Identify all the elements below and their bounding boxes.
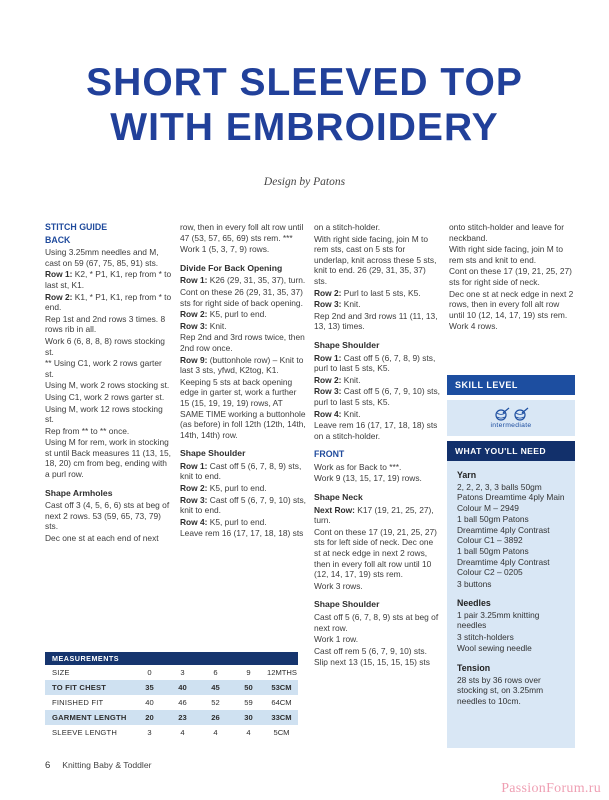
sidebar-line: 1 ball 50gm Patons Dreamtime 4ply Contrast Colour C2 – 0205 (457, 546, 550, 578)
yarn-ball-icon (494, 407, 510, 421)
pattern-paragraph: Cast off 5 (6, 7, 8, 9) sts at beg of next row. (314, 612, 439, 633)
pattern-paragraph: Work as for Back to ***. (314, 461, 402, 472)
sub-heading: Shape Shoulder (180, 448, 246, 459)
pattern-paragraph: Leave rem 16 (17, 17, 18, 18) sts on a stitch-holder. (314, 420, 438, 441)
measurement-value: 3 (180, 668, 185, 677)
row-label: Row 2: (180, 309, 210, 320)
sidebar-line: Wool sewing needle (457, 643, 532, 654)
pattern-paragraph: Row 2: K5, purl to end. (180, 483, 267, 494)
sub-heading: Shape Shoulder (314, 599, 380, 610)
skill-level-icons (494, 407, 529, 421)
row-label: Row 2: (45, 291, 75, 302)
pattern-paragraph: Row 3: Cast off 5 (6, 7, 9, 10) sts, knit to end. (180, 494, 306, 516)
measurement-label: TO FIT CHEST (52, 683, 107, 692)
measurement-value: 4 (246, 728, 251, 737)
sub-heading: Shape Shoulder (314, 339, 380, 350)
pattern-paragraph: Next Row: K17 (19, 21, 25, 27), turn. (314, 504, 434, 526)
pattern-paragraph: Work 9 (13, 15, 17, 19) rows. (314, 473, 422, 484)
pattern-paragraph: Using M, work 2 rows stocking st. (45, 380, 170, 391)
measurement-value: 45 (211, 683, 220, 692)
measurements-row (45, 680, 298, 695)
measurement-label: SIZE (52, 668, 70, 677)
pattern-paragraph: Keeping 5 sts at back opening edge in garter st, work a further 15 (15, 19, 19, 19) rows, AT SAME TIME working a buttonhole (as before) in foll 12th (12th, 14th, 14th, 14th) row. (180, 376, 306, 440)
byline: Design by Patons (263, 176, 346, 188)
skill-level-value: intermediate (490, 422, 532, 429)
pattern-paragraph: With right side facing, join M to rem sts and knit to end. (449, 244, 564, 265)
pattern-paragraph: Using C1, work 2 rows garter st. (45, 391, 165, 402)
sidebar-line: 1 ball 50gm Patons Dreamtime 4ply Contrast Colour C1 – 3892 (457, 514, 550, 546)
section-heading: FRONT (314, 449, 345, 460)
pattern-paragraph: Row 1: Cast off 5 (6, 7, 8, 9) sts, knit to end. (180, 460, 302, 482)
row-label: Row 2: (314, 287, 344, 298)
row-label: Row 1: (180, 460, 210, 471)
sidebar (447, 375, 575, 748)
measurement-value: 4 (180, 728, 185, 737)
pattern-paragraph: Using 3.25mm needles and M, cast on 59 (67, 75, 85, 91) sts. (45, 247, 159, 268)
pattern-paragraph: With right side facing, join M to rem sts, cast on 5 sts for underlap, knit across these 5 sts, knit to end. 26 (29, 31, 35, 37) sts. (314, 233, 437, 286)
measurement-value: 12MTHS (267, 668, 297, 677)
row-label: Row 3: (180, 320, 210, 331)
pattern-paragraph: Rep 2nd and 3rd rows 11 (11, 13, 13, 13) times. (314, 310, 438, 332)
pattern-paragraph: Cont on these 17 (19, 21, 25, 27) sts for right side of neck. (449, 266, 572, 287)
measurement-value: 35 (145, 683, 154, 692)
page-footer (45, 760, 151, 771)
measurement-value: 26 (211, 713, 220, 722)
pattern-paragraph: on a stitch-holder. (314, 222, 381, 232)
section-heading: BACK (45, 234, 71, 245)
sidebar-line: 3 buttons (457, 578, 492, 589)
pattern-paragraph: Work 1 (5, 3, 7, 9) rows. (180, 244, 270, 255)
pattern-column-2 (180, 222, 307, 540)
pattern-paragraph: ** Using C1, work 2 rows garter st. (45, 358, 162, 379)
what-youll-need-header: WHAT YOU'LL NEED (447, 441, 575, 461)
measurement-value: 33CM (271, 713, 292, 722)
sidebar-section-heading: Needles (457, 598, 491, 609)
pattern-paragraph: Work 4 rows. (449, 321, 498, 332)
pattern-paragraph: Row 4: K5, purl to end. (180, 516, 267, 527)
sub-heading: Shape Neck (314, 492, 363, 503)
measurements-row (45, 710, 298, 725)
row-label: Row 1: (180, 275, 210, 286)
measurements-row (45, 695, 298, 710)
measurement-value: 30 (244, 713, 253, 722)
measurement-value: 59 (244, 698, 253, 707)
pattern-paragraph: Row 9: (buttonhole row) – Knit to last 3 sts, yfwd, K2tog, K1. (180, 354, 304, 376)
pattern-paragraph: Row 2: Purl to last 5 sts, K5. (314, 287, 421, 298)
measurement-value: 3 (147, 728, 152, 737)
pattern-paragraph: Row 1: K2, * P1, K1, rep from * to last st, K1. (45, 269, 172, 290)
measurement-value: 52 (211, 698, 220, 707)
pattern-paragraph: Row 2: K5, purl to end. (180, 309, 267, 320)
measurement-value: 23 (178, 713, 187, 722)
skill-level-badge (447, 400, 575, 436)
measurement-value: 64CM (271, 698, 292, 707)
sidebar-line: 28 sts by 36 rows over stocking st, on 3.25mm needles to 10cm. (457, 674, 544, 706)
sidebar-line: 1 pair 3.25mm knitting needles (457, 610, 540, 631)
pattern-paragraph: Leave rem 16 (17, 17, 18, 18) sts (180, 528, 304, 539)
pattern-paragraph: Row 1: K26 (29, 31, 35, 37), turn. (180, 275, 306, 286)
measurement-value: 5CM (273, 728, 290, 737)
row-label: Row 1: (45, 269, 75, 280)
measurement-label: FINISHED FIT (52, 698, 104, 707)
page-title-line2: WITH EMBROIDERY (110, 106, 499, 149)
page-title-line1: SHORT SLEEVED TOP (86, 61, 523, 104)
pattern-paragraph: Cont on these 17 (19, 21, 25, 27) sts for left side of neck. Dec one st at neck edge in next 2 rows, then in every foll alt row until 10 (12, 14, 17, 19) sts rem. (314, 526, 437, 580)
measurement-value: 4 (213, 728, 218, 737)
measurements-row (45, 665, 298, 680)
pattern-paragraph: Work 6 (6, 8, 8, 8) rows stocking st. (45, 335, 165, 357)
pattern-paragraph: Using M, work 12 rows stocking st. (45, 403, 163, 425)
measurement-value: 53CM (271, 683, 292, 692)
section-heading: STITCH GUIDE (45, 222, 108, 232)
row-label: Row 3: (180, 494, 210, 505)
sidebar-section-heading: Yarn (457, 470, 477, 480)
pattern-paragraph: Row 4: Knit. (314, 408, 361, 419)
measurement-value: 0 (147, 668, 152, 677)
sidebar-line: 3 stitch-holders (457, 631, 514, 642)
measurement-value: 46 (178, 698, 187, 707)
sub-heading: Divide For Back Opening (180, 262, 283, 273)
row-label: Row 4: (314, 408, 344, 419)
pattern-paragraph: Work 3 rows. (314, 580, 363, 591)
pattern-paragraph: Row 2: K1, * P1, K1, rep from * to end. (45, 291, 172, 313)
row-label: Row 2: (180, 483, 210, 494)
pattern-paragraph: Rep 2nd and 3rd rows twice, then 2nd row once. (180, 332, 305, 353)
row-label: Row 4: (180, 516, 210, 527)
row-label: Row 3: (314, 299, 344, 310)
pattern-paragraph: Rep from ** to ** once. (45, 425, 130, 436)
measurement-value: 9 (246, 668, 251, 677)
sidebar-section-heading: Tension (457, 662, 491, 673)
pattern-paragraph: Slip next 13 (15, 15, 15, 15) sts (314, 657, 430, 668)
pattern-column-1 (45, 222, 172, 545)
measurement-value: 6 (213, 668, 218, 677)
pattern-column-4 (449, 222, 576, 333)
pattern-paragraph: Dec one st at each end of next (45, 533, 159, 544)
measurement-value: 40 (145, 698, 154, 707)
row-label: Row 3: (314, 386, 344, 397)
measurement-label: SLEEVE LENGTH (52, 728, 118, 737)
pattern-paragraph: Row 3: Knit. (314, 299, 361, 310)
measurements-title: MEASUREMENTS (45, 652, 298, 665)
row-label: Next Row: (314, 504, 358, 515)
measurements-grid (45, 665, 298, 740)
pattern-paragraph: Using M for rem, work in stocking st until Back measures 11 (13, 15, 18, 20) cm from beg, ending with a purl row. (45, 437, 171, 480)
pattern-paragraph: Rep 1st and 2nd rows 3 times. 8 rows rib in all. (45, 313, 166, 335)
pattern-paragraph: Cast off rem 5 (6, 7, 9, 10) sts. (314, 645, 427, 656)
row-label: Row 1: (314, 352, 344, 363)
sidebar-line: 2, 2, 2, 3, 3 balls 50gm Patons Dreamtime 4ply Main Colour M – 2949 (457, 482, 565, 513)
measurements-body (45, 665, 298, 740)
pattern-paragraph: onto stitch-holder and leave for neckband. (449, 222, 564, 243)
measurement-value: 20 (145, 713, 154, 722)
row-label: Row 2: (314, 374, 344, 385)
measurements-row (45, 725, 298, 740)
pattern-paragraph: Row 1: Cast off 5 (6, 7, 8, 9) sts, purl to last 5 sts, K5. (314, 352, 436, 374)
measurement-value: 40 (178, 683, 187, 692)
row-label: Row 9: (180, 354, 210, 365)
pattern-paragraph: row, then in every foll alt row until 47 (53, 57, 65, 69) sts rem. *** (180, 222, 304, 243)
measurement-value: 50 (244, 683, 253, 692)
pattern-paragraph: Row 3: Cast off 5 (6, 7, 9, 10) sts, purl to last 5 sts, K5. (314, 386, 440, 407)
watermark: PassionForum.ru (501, 781, 601, 796)
footer-text: Knitting Baby & Toddler (62, 760, 152, 770)
pattern-column-3 (314, 222, 441, 669)
pattern-paragraph: Work 1 row. (314, 634, 359, 645)
pattern-paragraph: Row 3: Knit. (180, 320, 227, 331)
pattern-paragraph: Cont on these 26 (29, 31, 35, 37) sts for right side of back opening. (180, 286, 303, 308)
skill-level-header: SKILL LEVEL (447, 375, 575, 395)
measurements-table (45, 652, 298, 740)
page-number: 6 (45, 760, 51, 771)
sub-heading: Shape Armholes (45, 487, 113, 498)
page-title (0, 60, 609, 150)
pattern-paragraph: Cast off 3 (4, 5, 6, 6) sts at beg of next 2 rows. 53 (59, 65, 73, 79) sts. (45, 500, 170, 532)
pattern-paragraph: Row 2: Knit. (314, 374, 361, 385)
pattern-paragraph: Dec one st at neck edge in next 2 rows, then in every foll alt row until 10 (12, 14, 17, 19) sts rem. (449, 288, 574, 320)
yarn-ball-icon (513, 407, 529, 421)
sidebar-sections (447, 461, 575, 748)
measurement-label: GARMENT LENGTH (52, 713, 127, 722)
